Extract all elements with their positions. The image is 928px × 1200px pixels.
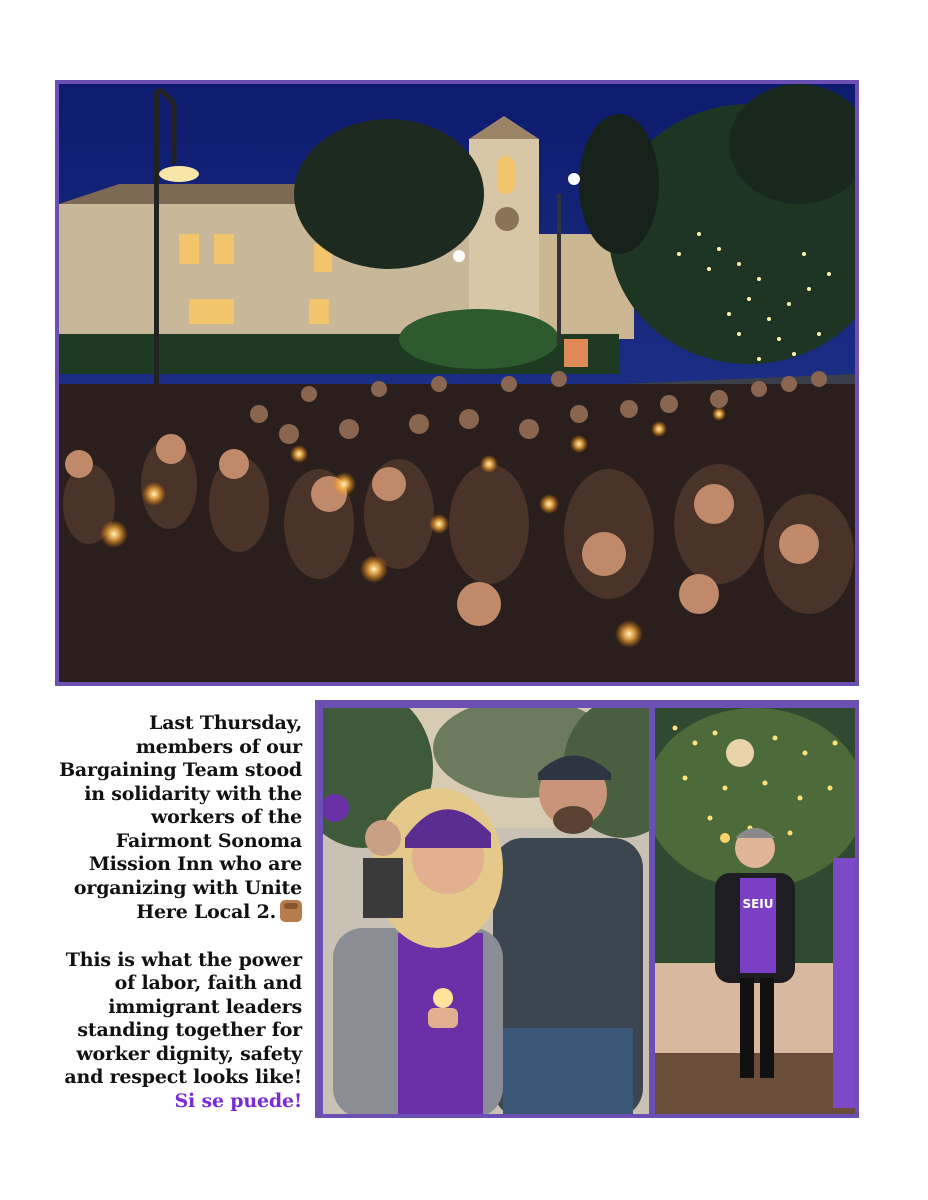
caption-block <box>52 712 302 1113</box>
bottom-photo-pair <box>315 700 859 1118</box>
vigil-photo-art <box>59 84 855 682</box>
marchers-photo <box>323 708 649 1118</box>
caption-paragraph-1 <box>52 712 302 925</box>
candle-woman-photo <box>655 708 859 1118</box>
vigil-photo <box>55 80 859 686</box>
caption-paragraph-2: This is what the power of labor, faith and immigrant leaders standing together for worker dignity, safety and respect looks like! <box>64 948 302 1088</box>
raised-fist-icon <box>280 900 302 922</box>
marchers-photo-art <box>323 708 649 1118</box>
shirt-logo-text: SEIU <box>742 897 774 911</box>
candle-woman-photo-art <box>655 708 859 1118</box>
caption-paragraph-1-text: Last Thursday, members of our Bargaining Team stood in solidarity with the workers of the Fairmont Sonoma Mission Inn who are organizing with Unite Here Local 2. <box>59 712 302 923</box>
caption-cheer: Si se puede! <box>174 1089 302 1112</box>
